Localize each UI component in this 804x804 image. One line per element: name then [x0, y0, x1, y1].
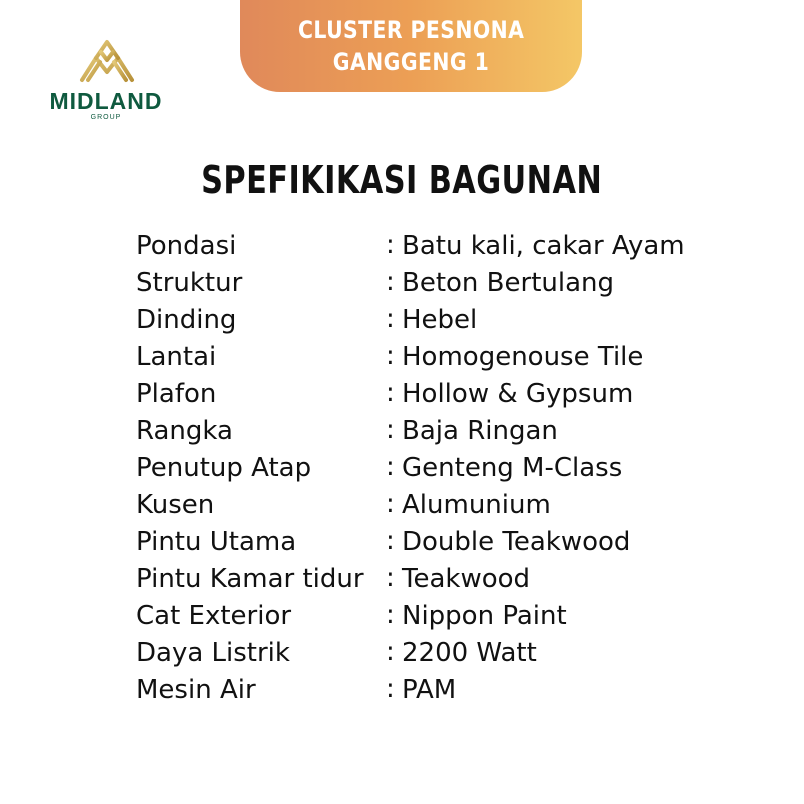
spec-label: Cat Exterior	[136, 601, 292, 631]
spec-value: Beton Bertulang	[402, 268, 615, 298]
spec-row	[136, 524, 756, 561]
spec-value: Genteng M-Class	[402, 453, 623, 483]
spec-separator: :	[386, 267, 395, 297]
spec-value: Hollow & Gypsum	[402, 379, 634, 409]
spec-label: Daya Listrik	[136, 638, 290, 668]
spec-row	[136, 561, 756, 598]
spec-row	[136, 265, 756, 302]
spec-value: Homogenouse Tile	[402, 342, 644, 372]
spec-label: Penutup Atap	[136, 453, 312, 483]
spec-value: Hebel	[402, 305, 478, 335]
spec-value: Batu kali, cakar Ayam	[402, 231, 685, 261]
spec-label: Mesin Air	[136, 675, 256, 705]
spec-row	[136, 635, 756, 672]
spec-list	[136, 228, 756, 709]
spec-label: Dinding	[136, 305, 237, 335]
page-title-text: SPEFIKIKASI BAGUNAN	[201, 158, 603, 202]
spec-label: Pondasi	[136, 231, 237, 261]
midland-logo	[44, 36, 168, 126]
spec-value: Nippon Paint	[402, 601, 567, 631]
banner-line-1: CLUSTER PESNONA	[297, 16, 525, 44]
midland-mountain-icon	[78, 36, 136, 86]
spec-label: Plafon	[136, 379, 217, 409]
spec-separator: :	[386, 526, 395, 556]
spec-separator: :	[386, 637, 395, 667]
spec-label: Struktur	[136, 268, 243, 298]
spec-value: 2200 Watt	[402, 638, 537, 668]
spec-separator: :	[386, 304, 395, 334]
logo-wordmark: MIDLAND	[49, 88, 163, 114]
spec-label: Pintu Kamar tidur	[136, 564, 364, 594]
spec-label: Kusen	[136, 490, 215, 520]
spec-value: Baja Ringan	[402, 416, 558, 446]
spec-row	[136, 413, 756, 450]
spec-value: Teakwood	[402, 564, 531, 594]
spec-row	[136, 339, 756, 376]
spec-value: Alumunium	[402, 490, 551, 520]
spec-separator: :	[386, 452, 395, 482]
spec-row	[136, 302, 756, 339]
spec-value: Double Teakwood	[402, 527, 631, 557]
spec-row	[136, 672, 756, 709]
spec-value: PAM	[402, 675, 457, 705]
spec-row	[136, 376, 756, 413]
banner-line-2: GANGGENG 1	[332, 48, 490, 76]
spec-separator: :	[386, 563, 395, 593]
spec-label: Pintu Utama	[136, 527, 297, 557]
spec-separator: :	[386, 489, 395, 519]
spec-row	[136, 228, 756, 265]
spec-separator: :	[386, 378, 395, 408]
logo-subtext: GROUP	[90, 114, 122, 121]
spec-label: Rangka	[136, 416, 233, 446]
spec-row	[136, 450, 756, 487]
spec-label: Lantai	[136, 342, 217, 372]
title-banner	[240, 0, 582, 92]
spec-separator: :	[386, 600, 395, 630]
spec-row	[136, 598, 756, 635]
spec-separator: :	[386, 230, 395, 260]
spec-separator: :	[386, 341, 395, 371]
spec-separator: :	[386, 674, 395, 704]
spec-separator: :	[386, 415, 395, 445]
page-title	[0, 158, 804, 202]
spec-row	[136, 487, 756, 524]
